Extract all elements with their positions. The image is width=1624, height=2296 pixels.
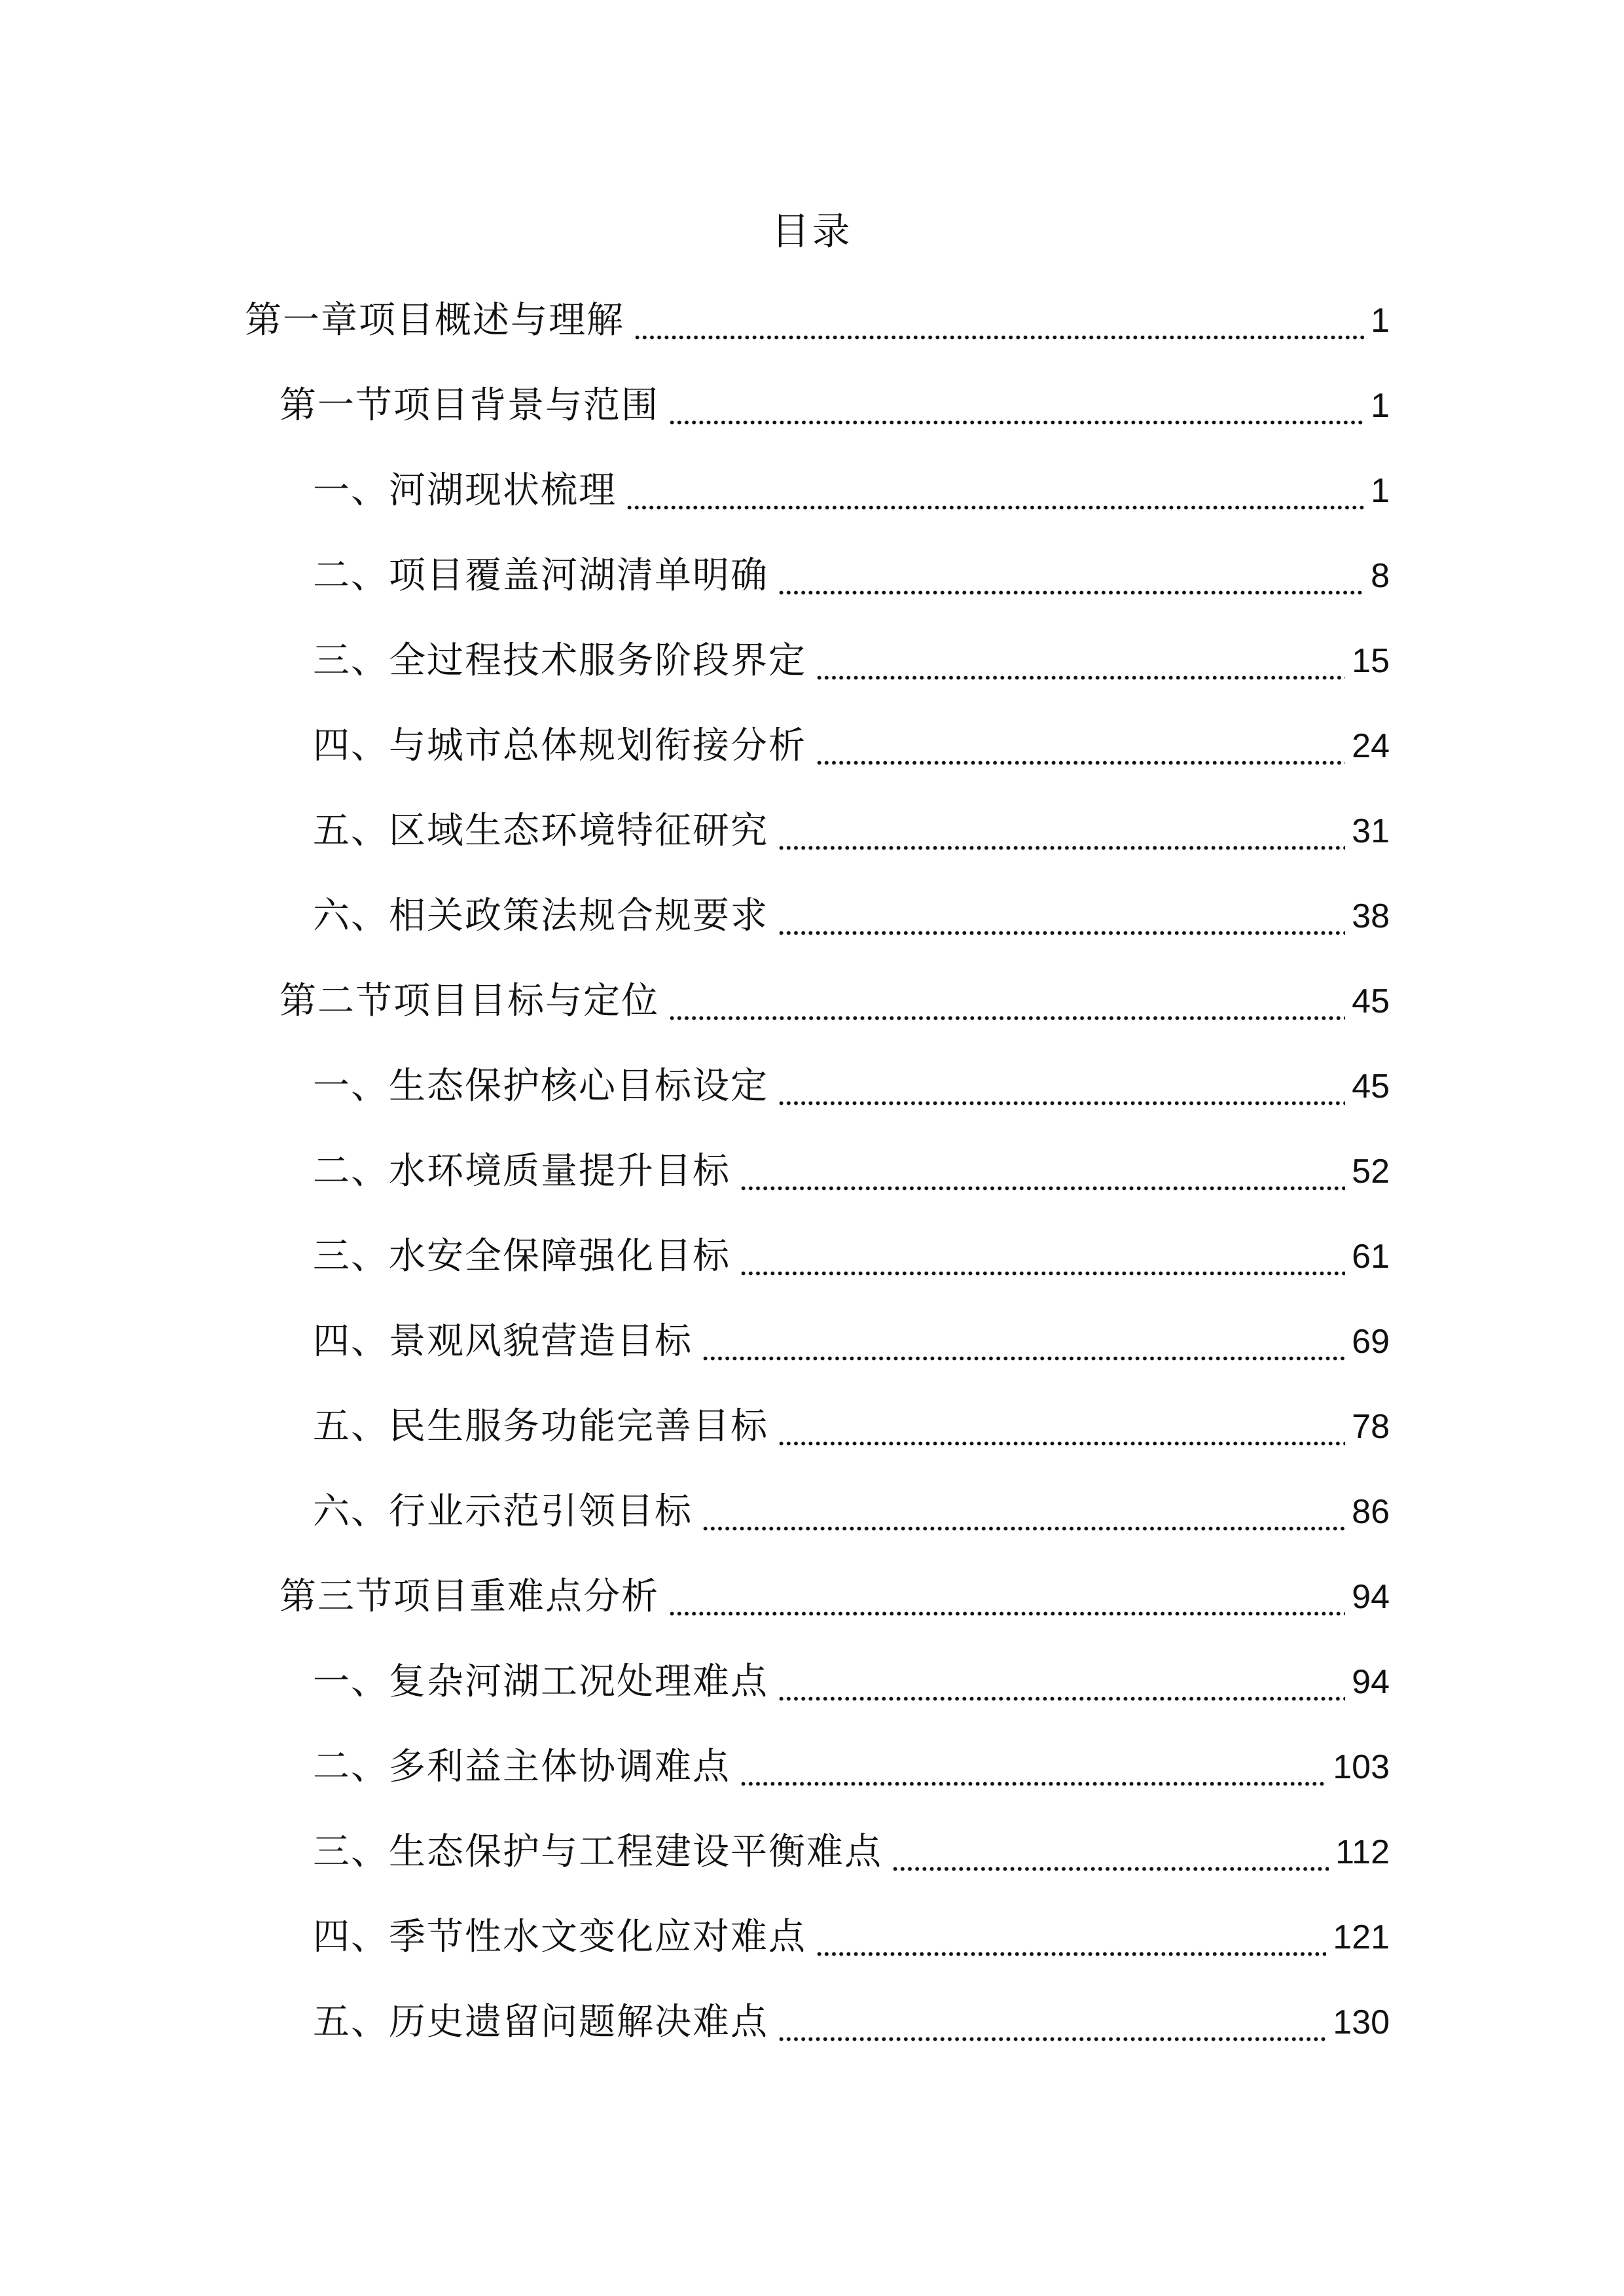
toc-entry-title: 四、景观风貌营造目标 [313, 1320, 693, 1363]
dot-leader [778, 1401, 1345, 1453]
toc-entry-page: 103 [1333, 1748, 1390, 1786]
dot-leader [668, 1571, 1345, 1623]
toc-entry-page: 1 [1371, 472, 1390, 510]
toc-entry-page: 15 [1352, 642, 1390, 680]
dot-leader [778, 1060, 1345, 1113]
toc-entry-item[interactable] [313, 1911, 1390, 1964]
toc-entry-page: 52 [1352, 1153, 1390, 1191]
toc-entry-page: 8 [1371, 557, 1390, 595]
toc-entry-page: 94 [1352, 1578, 1390, 1616]
toc-entry-section-1[interactable] [280, 380, 1390, 432]
toc-entry-title: 五、民生服务功能完善目标 [313, 1405, 768, 1448]
toc-entry-title: 二、项目覆盖河湖清单明确 [313, 554, 768, 597]
toc-title: 目录 [771, 209, 853, 253]
dot-leader [740, 1145, 1345, 1198]
toc-entry-item[interactable] [313, 1486, 1390, 1538]
toc-entry-page: 38 [1352, 897, 1390, 935]
dot-leader [634, 295, 1364, 347]
toc-entry-page: 45 [1352, 982, 1390, 1020]
dot-leader [778, 890, 1345, 942]
toc-entry-title: 六、行业示范引领目标 [313, 1490, 693, 1533]
dot-leader [778, 1656, 1345, 1708]
dot-leader [702, 1486, 1345, 1538]
toc-entry-item[interactable] [313, 1826, 1390, 1878]
toc-entry-title: 第一节项目背景与范围 [280, 384, 659, 427]
dot-leader [778, 1996, 1326, 2049]
toc-entry-title: 一、复杂河湖工况处理难点 [313, 1660, 768, 1703]
toc-entry-item[interactable] [313, 1230, 1390, 1283]
toc-entry-item[interactable] [313, 890, 1390, 942]
toc-entry-title: 二、水环境质量提升目标 [313, 1150, 731, 1193]
dot-leader [740, 1741, 1326, 1793]
dot-leader [668, 380, 1364, 432]
toc-entry-page: 61 [1352, 1238, 1390, 1276]
toc-entry-title: 六、相关政策法规合规要求 [313, 895, 768, 937]
toc-entry-section-2[interactable] [280, 975, 1390, 1028]
toc-entry-page: 94 [1352, 1663, 1390, 1701]
toc-entry-title: 五、区域生态环境特征研究 [313, 810, 768, 852]
toc-entry-item[interactable] [313, 1316, 1390, 1368]
toc-entry-item[interactable] [313, 1996, 1390, 2049]
toc-entry-title: 四、季节性水文变化应对难点 [313, 1916, 806, 1958]
dot-leader [702, 1316, 1345, 1368]
toc-entry-page: 24 [1352, 727, 1390, 765]
dot-leader [778, 805, 1345, 857]
toc-entry-title: 一、河湖现状梳理 [313, 469, 617, 512]
toc-entry-page: 112 [1335, 1833, 1390, 1871]
toc-entry-title: 二、多利益主体协调难点 [313, 1746, 731, 1788]
toc-entry-title: 第二节项目目标与定位 [280, 980, 659, 1022]
toc-entry-page: 86 [1352, 1493, 1390, 1531]
toc-entry-title: 一、生态保护核心目标设定 [313, 1065, 768, 1107]
dot-leader [816, 1911, 1326, 1964]
toc-entry-title: 四、与城市总体规划衔接分析 [313, 725, 806, 767]
dot-leader [626, 465, 1364, 517]
toc-entry-item[interactable] [313, 635, 1390, 687]
toc-entry-page: 69 [1352, 1323, 1390, 1361]
dot-leader [778, 550, 1364, 602]
dot-leader [816, 720, 1345, 772]
toc-entry-page: 1 [1371, 387, 1390, 425]
dot-leader [892, 1826, 1329, 1878]
toc-entry-item[interactable] [313, 1145, 1390, 1198]
toc-entry-item[interactable] [313, 1401, 1390, 1453]
toc-entry-item[interactable] [313, 805, 1390, 857]
toc-entry-section-3[interactable] [280, 1571, 1390, 1623]
toc-entry-item[interactable] [313, 1060, 1390, 1113]
toc-entry-page: 121 [1333, 1918, 1390, 1956]
toc-entry-title: 第三节项目重难点分析 [280, 1575, 659, 1618]
toc-entry-title: 三、全过程技术服务阶段界定 [313, 639, 806, 682]
toc-entry-item[interactable] [313, 465, 1390, 517]
toc-entry-chapter-1[interactable] [245, 295, 1390, 347]
toc-entry-page: 130 [1333, 2003, 1390, 2041]
toc-entry-title: 五、历史遗留问题解决难点 [313, 2001, 768, 2043]
toc-entry-item[interactable] [313, 720, 1390, 772]
dot-leader [740, 1230, 1345, 1283]
toc-entry-page: 1 [1371, 302, 1390, 340]
toc-entry-title: 第一章项目概述与理解 [245, 299, 624, 342]
toc-entry-title: 三、生态保护与工程建设平衡难点 [313, 1831, 882, 1873]
toc-entry-page: 31 [1352, 812, 1390, 850]
toc-entry-item[interactable] [313, 550, 1390, 602]
toc-entry-title: 三、水安全保障强化目标 [313, 1235, 731, 1278]
toc-entry-item[interactable] [313, 1741, 1390, 1793]
toc-entry-item[interactable] [313, 1656, 1390, 1708]
toc-entry-page: 45 [1352, 1067, 1390, 1105]
dot-leader [668, 975, 1345, 1028]
toc-entry-page: 78 [1352, 1408, 1390, 1446]
dot-leader [816, 635, 1345, 687]
